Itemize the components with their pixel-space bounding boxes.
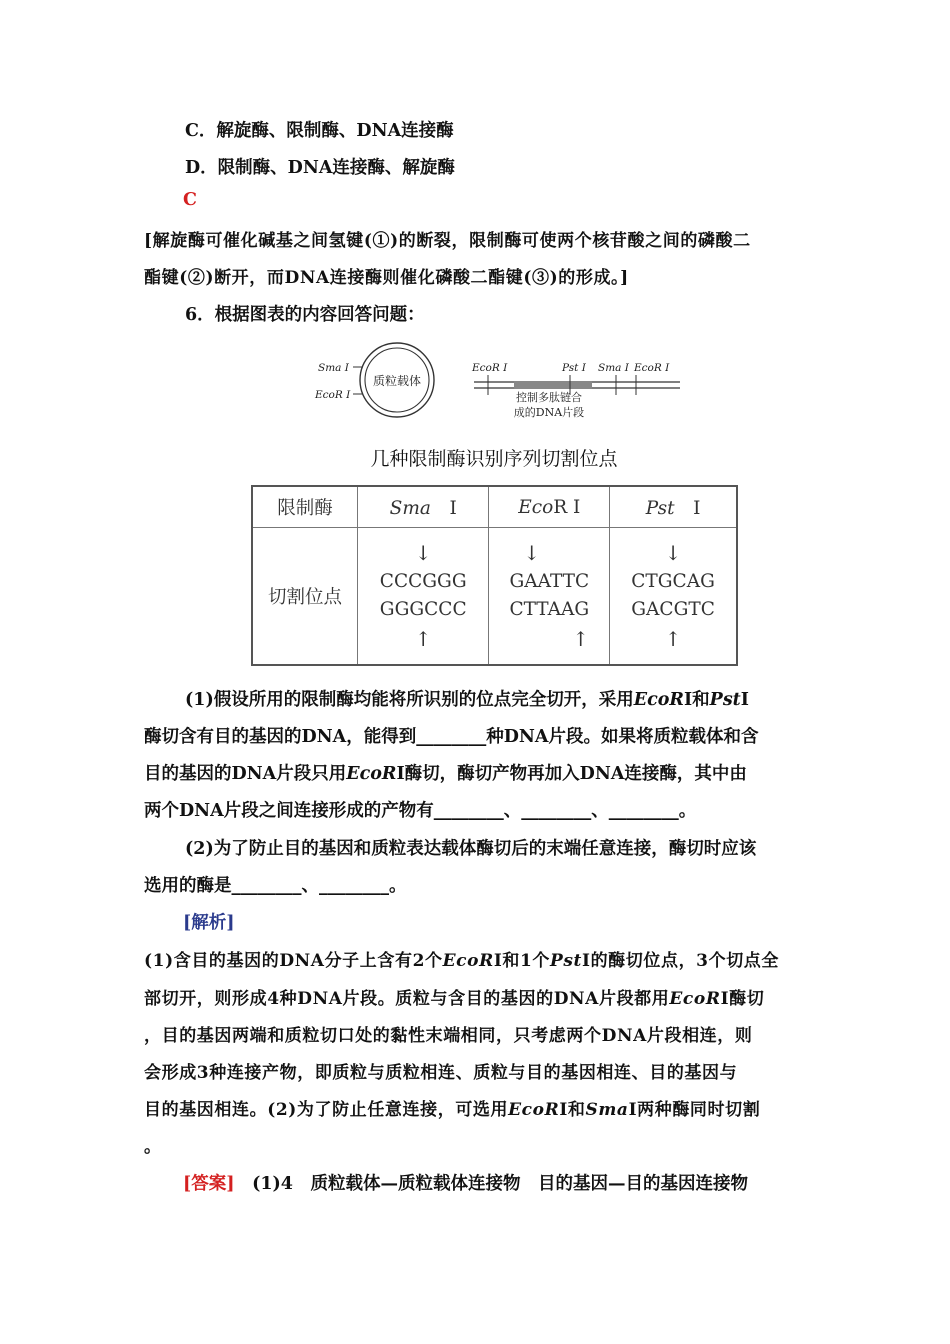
cut-site-ecor: ↓ GAATTC CTTAAG ↑ <box>489 528 610 666</box>
explanation-line-1: [解旋酶可催化碱基之间氢键(①)的断裂，限制酶可使两个核苷酸之间的磷酸二 <box>144 231 751 251</box>
cut-site-pst: ↓ CTGCAG GACGTC ↑ <box>610 528 737 666</box>
plasmid-figure <box>300 335 700 430</box>
explanation-line-2: 酯键(②)断开，而DNA连接酶则催化磷酸二酯键(③)的形成。] <box>144 268 629 288</box>
enzyme-sma: Sma Ⅰ <box>358 486 489 528</box>
analysis-line-1: (1)含目的基因的DNA分子上含有2个EcoRⅠ和1个PstⅠ的酶切位点，3个切点全 <box>144 951 779 971</box>
fragment-site-pst: Pst Ⅰ <box>562 362 586 374</box>
gene-segment <box>514 381 592 389</box>
part1-line-3: 目的基因的DNA片段只用EcoRⅠ酶切，酶切产物再加入DNA连接酶，其中由 <box>144 764 747 784</box>
analysis-line-3: ，目的基因两端和质粒切口处的黏性末端相同，只考虑两个DNA片段相连，则 <box>144 1026 753 1046</box>
part2-line-1: (2)为了防止目的基因和质粒表达载体酶切后的末端任意连接，酶切时应该 <box>185 839 757 859</box>
fragment-site-sma: Sma Ⅰ <box>598 362 629 374</box>
fragment-site-ecor-1: EcoR Ⅰ <box>472 362 508 374</box>
analysis-label: [解析] <box>183 913 235 933</box>
answer-row <box>183 1170 748 1195</box>
analysis-line-5: 目的基因相连。(2)为了防止任意连接，可选用EcoRⅠ和SmaⅠ两种酶同时切割 <box>144 1100 761 1120</box>
option-c: C．解旋酶、限制酶、DNA连接酶 <box>185 121 454 141</box>
plasmid-label: 质粒载体 <box>372 374 422 388</box>
part1-line-1: (1)假设所用的限制酶均能将所识别的位点完全切开，采用EcoRⅠ和PstⅠ <box>185 690 749 710</box>
cut-site-sma: ↓ CCCGGG GGGCCC ↑ <box>358 528 489 666</box>
answer-text: (1)4 质粒载体—质粒载体连接物 目的基因—目的基因连接物 <box>252 1174 748 1194</box>
answer-letter: C <box>183 190 197 210</box>
analysis-line-4: 会形成3种连接产物，即质粒与质粒相连、质粒与目的基因相连、目的基因与 <box>144 1063 738 1083</box>
header-cut-site: 切割位点 <box>252 528 358 666</box>
fragment-label-1: 控制多肽链合 <box>516 391 582 404</box>
enzyme-table <box>251 485 738 666</box>
table-caption: 几种限制酶识别序列切割位点 <box>370 448 618 470</box>
part1-line-2: 酶切含有目的基因的DNA，能得到________种DNA片段。如果将质粒载体和含 <box>144 727 759 747</box>
option-d: D．限制酶、DNA连接酶、解旋酶 <box>185 158 455 178</box>
analysis-line-2: 部切开，则形成4种DNA片段。质粒与含目的基因的DNA片段都用EcoRⅠ酶切 <box>144 989 765 1009</box>
enzyme-ecor: EcoR Ⅰ <box>489 486 610 528</box>
header-enzyme: 限制酶 <box>252 486 358 528</box>
fragment-label-2: 成的DNA片段 <box>513 406 585 419</box>
fragment-site-ecor-2: EcoR Ⅰ <box>634 362 670 374</box>
part1-line-4: 两个DNA片段之间连接形成的产物有________、________、________。 <box>144 801 697 821</box>
plasmid-site-sma: Sma Ⅰ <box>318 362 349 374</box>
question-6-stem: 6．根据图表的内容回答问题： <box>185 305 425 325</box>
answer-label: [答案] <box>183 1174 235 1194</box>
part2-line-2: 选用的酶是________、________。 <box>144 876 407 896</box>
enzyme-pst: Pst Ⅰ <box>610 486 737 528</box>
plasmid-site-ecor: EcoR Ⅰ <box>315 389 351 401</box>
analysis-line-6: 。 <box>144 1137 162 1157</box>
